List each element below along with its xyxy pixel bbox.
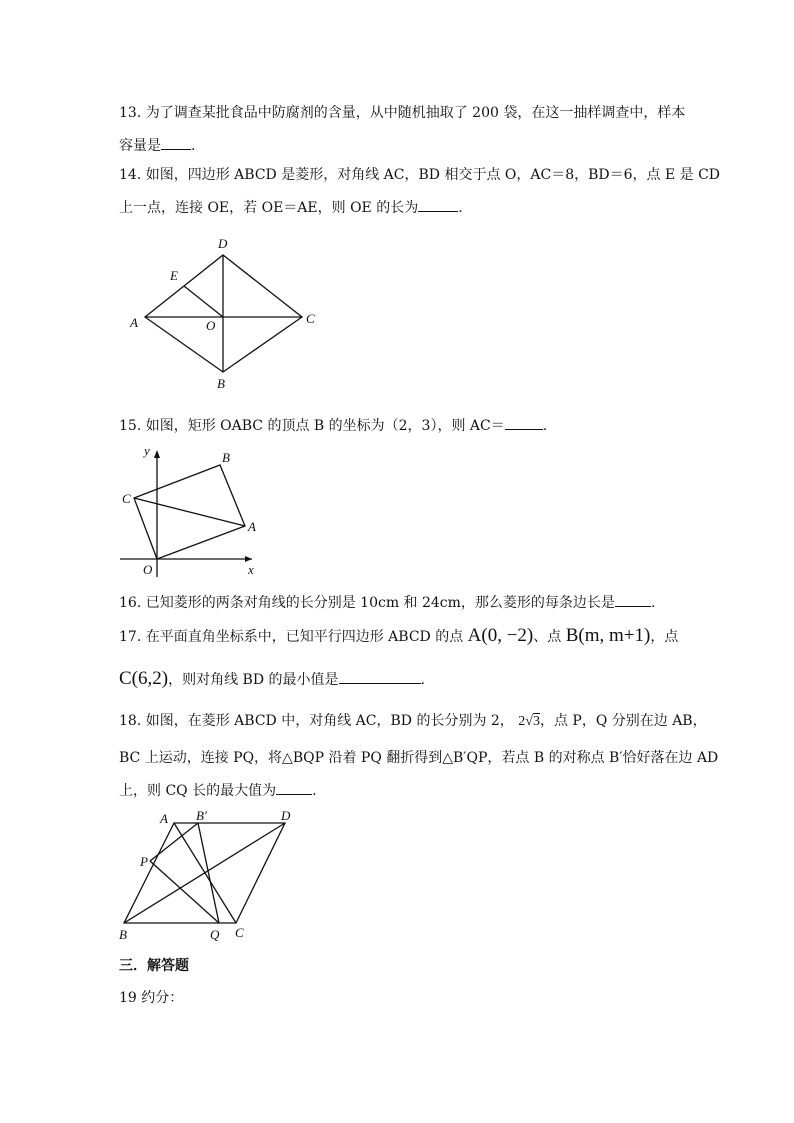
label-Bprime: B′ — [196, 808, 207, 823]
q14-line1: 14. 如图，四边形 ABCD 是菱形，对角线 AC，BD 相交于点 O，AC＝8，BD＝6，点 E 是 CD — [119, 167, 721, 183]
q18-text-b: ，点 P，Q 分别在边 AB， — [539, 713, 707, 729]
q17-line2 — [119, 669, 425, 689]
segment-bprimeq — [198, 823, 219, 923]
answer-blank — [276, 780, 312, 795]
q13-prefix: 容量是 — [119, 138, 161, 154]
label-B: B — [217, 376, 225, 391]
q17-line1 — [119, 627, 678, 646]
label-D: D — [218, 236, 228, 251]
label-P: P — [140, 854, 148, 869]
label-E: E — [170, 268, 178, 283]
label-A: A — [130, 315, 138, 330]
q15-diagram — [120, 443, 256, 577]
segment-oe — [184, 286, 223, 317]
label-C: C — [306, 311, 315, 326]
point-a-coord: A(0, −2) — [467, 625, 534, 646]
q17-text-a: 17. 在平面直角坐标系中，已知平行四边形 ABCD 的点 — [119, 629, 464, 645]
q15-line — [119, 415, 547, 435]
label-A: A — [248, 519, 256, 534]
label-O: O — [206, 318, 216, 333]
q16-line — [119, 592, 655, 612]
answer-blank — [339, 669, 421, 684]
q16-period: . — [650, 595, 656, 611]
q18-diagram — [119, 808, 291, 942]
rhombus-abcd — [124, 823, 285, 923]
q18-prefix: 上，则 CQ 长的最大值为 — [119, 783, 277, 799]
q15-prefix: 15. 如图，矩形 OABC 的顶点 B 的坐标为（2，3），则 AC＝ — [119, 418, 505, 434]
q15-period: . — [542, 418, 548, 434]
rhombus-abcd — [145, 255, 302, 372]
sqrt-coefficient: 2 — [518, 714, 526, 729]
section-heading: 三．解答题 — [119, 958, 189, 974]
label-D: D — [281, 808, 291, 823]
q19-line: 19 约分： — [119, 990, 184, 1006]
q18-period: . — [312, 783, 317, 799]
label-B: B — [119, 927, 127, 942]
q16-prefix: 16. 已知菱形的两条对角线的长分别是 10cm 和 24cm，那么菱形的每条边长是 — [119, 595, 615, 611]
q14-diagram — [129, 236, 315, 391]
q18-text-a: 18. 如图，在菱形 ABCD 中，对角线 AC，BD 的长分别为 2， — [119, 713, 514, 729]
answer-blank — [418, 197, 458, 212]
answer-blank — [505, 415, 543, 430]
label-y: y — [144, 443, 150, 458]
diagonal-ac — [134, 498, 245, 526]
label-C: C — [235, 925, 244, 940]
sqrt-expression: 2√3 — [518, 714, 540, 729]
q18-line2: BC 上运动，连接 PQ，将△BQP 沿着 PQ 翻折得到△B′QP，若点 B 的对称点 B′恰好落在边 AD — [119, 750, 719, 766]
q13-period: . — [191, 138, 196, 154]
q13-line2 — [119, 135, 195, 155]
q14-prefix: 上一点，连接 OE，若 OE＝AE，则 OE 的长为 — [119, 200, 419, 216]
q14-period: . — [458, 200, 463, 216]
diagonal-bd — [124, 823, 285, 923]
label-A: A — [160, 811, 168, 826]
answer-blank — [161, 135, 191, 150]
q14-line2 — [119, 197, 463, 217]
sqrt-radicand: 3 — [532, 714, 540, 729]
q17-text-b: 、点 — [533, 629, 562, 645]
q17-text-c: ，点 — [650, 629, 679, 645]
label-Q: Q — [210, 927, 220, 942]
point-c-coord: C(6,2) — [119, 668, 169, 689]
segment-pbprime — [150, 823, 198, 861]
diagonal-ac — [174, 823, 236, 923]
label-C: C — [122, 491, 131, 506]
label-O: O — [143, 562, 153, 577]
q18-line3 — [119, 780, 317, 800]
q17-prefix: ，则对角线 BD 的最小值是 — [168, 672, 339, 688]
label-B: B — [222, 450, 230, 465]
y-axis-arrow — [154, 450, 160, 458]
q17-period: . — [420, 672, 425, 688]
segment-pq — [150, 861, 219, 923]
label-x: x — [248, 562, 254, 577]
point-b-coord: B(m, m+1) — [565, 625, 651, 646]
x-axis-arrow — [245, 556, 252, 562]
q13-line1: 13. 为了调查某批食品中防腐剂的含量，从中随机抽取了 200 袋，在这一抽样调查中，样本 — [119, 105, 686, 121]
answer-blank — [615, 592, 651, 607]
q18-line1 — [119, 712, 707, 731]
rectangle-oabc — [134, 465, 245, 559]
